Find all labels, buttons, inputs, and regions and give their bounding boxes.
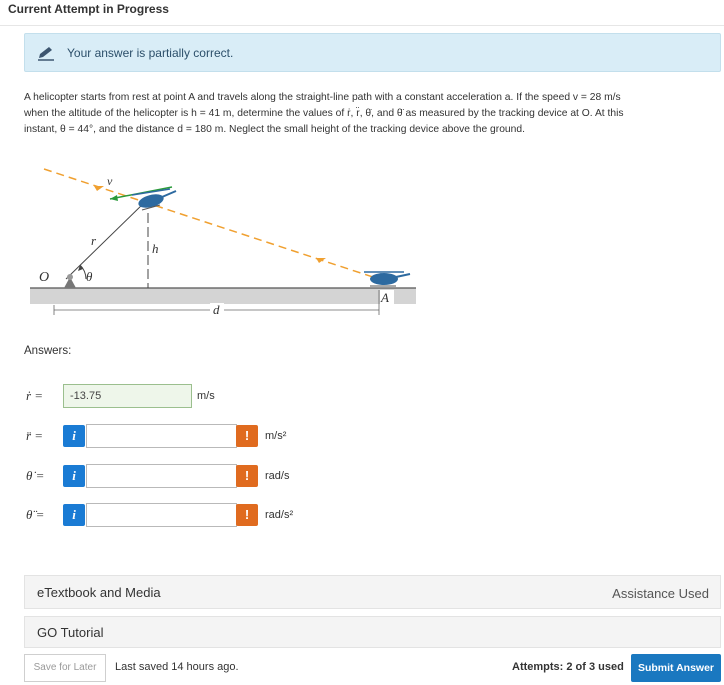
warning-icon[interactable]: ! (236, 425, 258, 447)
symbol-r-ddot: r̈ = (26, 428, 44, 443)
etextbook-link[interactable]: eTextbook and Media (37, 585, 161, 600)
label-theta: θ (86, 269, 93, 284)
go-tutorial-link[interactable]: GO Tutorial (37, 625, 104, 640)
helicopter-at-a (364, 272, 410, 286)
path-arrow-1 (94, 186, 104, 191)
info-icon[interactable]: i (63, 504, 85, 526)
label-d: d (213, 302, 220, 317)
tracking-device-dish (67, 274, 73, 280)
pencil-icon (37, 45, 55, 61)
submit-answer-button[interactable]: Submit Answer (631, 654, 721, 682)
problem-line-2: when the altitude of the helicopter is h = 41 m, determine the values of ṙ, r̈, θ̇, and θ̈ as measured by the tracking device at O. At this (24, 108, 624, 119)
assistance-used-label: Assistance Used (612, 586, 709, 601)
r-dot-input[interactable]: -13.75 (63, 384, 192, 408)
r-ddot-input[interactable] (86, 424, 237, 448)
answer-row-r-ddot (26, 424, 316, 448)
label-a: A (381, 290, 389, 305)
label-o: O (39, 270, 50, 285)
label-v: v (107, 174, 113, 188)
helicopter-in-flight (132, 189, 176, 210)
unit-theta-dot: rad/s (265, 470, 290, 482)
r-line (66, 201, 146, 279)
feedback-message: Your answer is partially correct. (67, 46, 234, 60)
symbol-theta-ddot: θ̈ = (26, 507, 45, 522)
problem-statement (24, 90, 714, 138)
ground (30, 288, 416, 304)
problem-figure (24, 155, 424, 325)
warning-icon[interactable]: ! (236, 504, 258, 526)
symbol-r-dot: ṙ = (26, 388, 44, 403)
label-h: h (152, 241, 159, 256)
symbol-theta-dot: θ̇ = (26, 468, 45, 483)
path-arrow-2 (316, 258, 326, 263)
velocity-arrowhead (110, 195, 118, 201)
problem-line-3: instant, θ = 44°, and the distance d = 180 m. Neglect the small height of the tracking device above the ground. (24, 124, 525, 135)
warning-icon[interactable]: ! (236, 465, 258, 487)
page-title: Current Attempt in Progress (8, 2, 169, 16)
label-r: r (91, 233, 97, 248)
flight-path (44, 169, 382, 280)
last-saved-text: Last saved 14 hours ago. (115, 661, 239, 673)
go-tutorial-panel[interactable] (24, 616, 721, 648)
feedback-banner (24, 33, 721, 72)
unit-theta-ddot: rad/s² (265, 509, 294, 521)
info-icon[interactable]: i (63, 425, 85, 447)
answer-row-r-dot (26, 384, 246, 408)
answers-heading: Answers: (24, 345, 72, 357)
theta-ddot-input[interactable] (86, 503, 237, 527)
save-for-later-button[interactable]: Save for Later (24, 654, 106, 682)
attempts-counter: Attempts: 2 of 3 used (512, 661, 624, 673)
info-icon[interactable]: i (63, 465, 85, 487)
unit-r-ddot: m/s² (265, 430, 287, 442)
title-divider (0, 25, 724, 26)
theta-dot-input[interactable] (86, 464, 237, 488)
answer-row-theta-dot (26, 464, 316, 488)
etextbook-panel[interactable] (24, 575, 721, 609)
unit-r-dot: m/s (197, 390, 215, 402)
answer-row-theta-ddot (26, 503, 316, 527)
problem-line-1: A helicopter starts from rest at point A and travels along the straight-line path with a constant acceleration a. If the speed v = 28 m/s (24, 92, 621, 103)
